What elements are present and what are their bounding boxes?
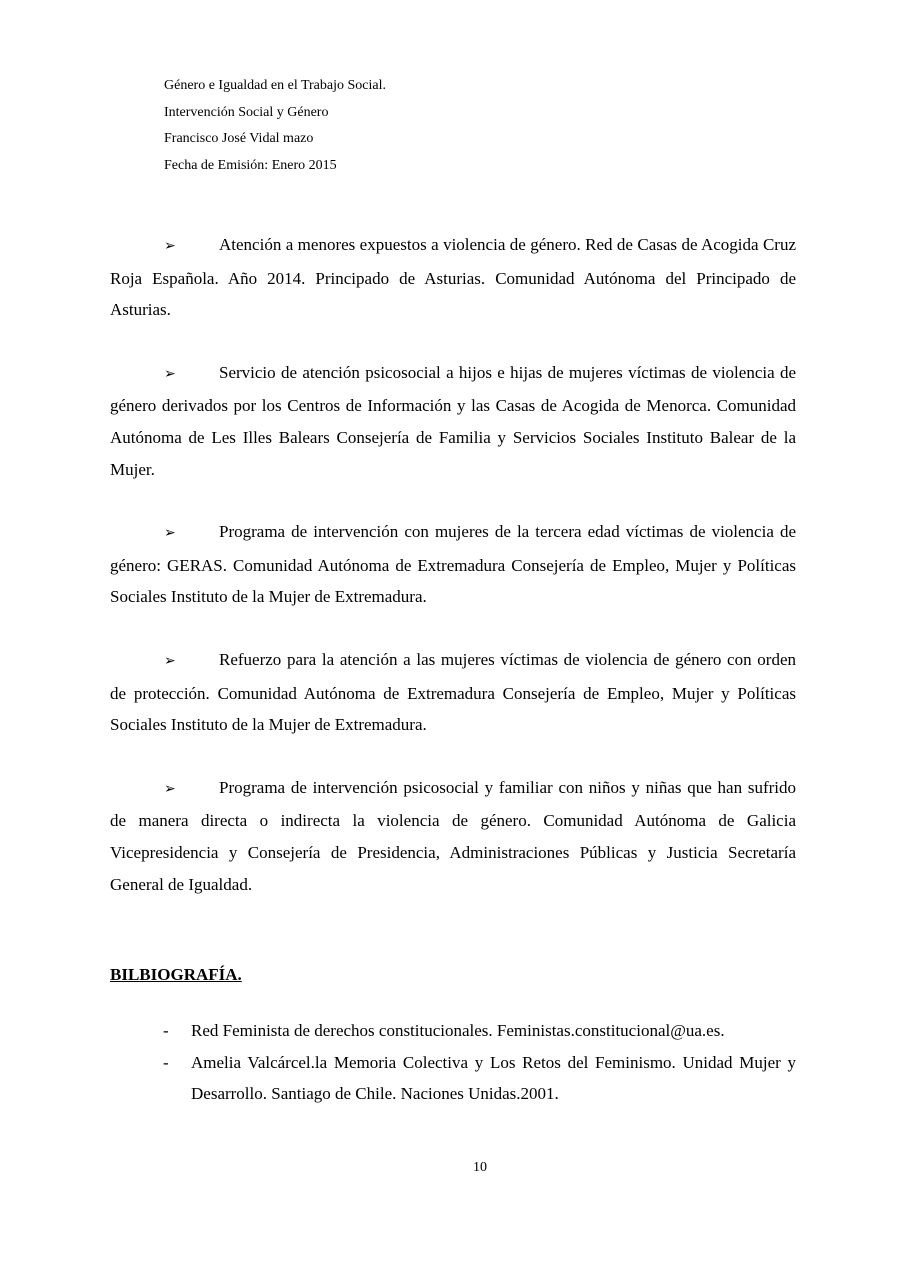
reference-item <box>110 1047 796 1110</box>
arrowhead-bullet-icon: ➢ <box>164 525 176 542</box>
list-item-text: Atención a menores expuestos a violencia de género. Red de Casas de Acogida Cruz Roja Española. Año 2014. Principado de Asturias. Comunidad Autónoma del Principado de Asturias. <box>110 235 796 320</box>
reference-text: Amelia Valcárcel.la Memoria Colectiva y Los Retos del Feminismo. Unidad Mujer y Desarrollo. Santiago de Chile. Naciones Unidas.2001. <box>191 1052 796 1104</box>
arrowhead-bullet-icon: ➢ <box>164 238 176 254</box>
arrowhead-bullet-icon: ➢ <box>164 365 176 382</box>
header-date: Fecha de Emisión: Enero 2015 <box>164 157 337 173</box>
header-course-title: Género e Igualdad en el Trabajo Social. <box>164 78 386 93</box>
arrowhead-bullet-icon: ➢ <box>164 652 176 669</box>
header-author: Francisco José Vidal mazo <box>164 131 314 146</box>
dash-bullet: - <box>163 1021 169 1040</box>
list-item <box>110 229 796 326</box>
bibliography-heading: BILBIOGRAFÍA. <box>110 965 242 984</box>
page-number: 10 <box>473 1160 487 1175</box>
list-item <box>110 772 796 900</box>
list-item-text: Programa de intervención psicosocial y familiar con niños y niñas que han sufrido de manera directa o indirecta la violencia de género. Comunidad Autónoma de Galicia Vicepresidencia y Consejería de Presidencia, Administraciones Públicas y Justicia Secretaría General de Igualdad. <box>110 777 796 894</box>
arrowhead-bullet-icon: ➢ <box>164 780 176 797</box>
list-item <box>110 516 796 613</box>
reference-list <box>110 1015 796 1110</box>
list-item <box>110 357 796 485</box>
list-item-text: Programa de intervención con mujeres de la tercera edad víctimas de violencia de género: GERAS. Comunidad Autónoma de Extremadura Consejería de Empleo, Mujer y Políticas Sociales Instituto de la Mujer de Extremadura. <box>110 522 796 607</box>
reference-item <box>110 1015 796 1047</box>
list-item-text: Servicio de atención psicosocial a hijos e hijas de mujeres víctimas de violencia de género derivados por los Centros de Información y las Casas de Acogida de Menorca. Comunidad Autónoma de Les Illes Balears Consejería de Familia y Servicios Sociales Instituto Balear de la Mujer. <box>110 362 796 479</box>
list-item <box>110 644 796 741</box>
reference-text: Red Feminista de derechos constitucionales. Feministas.constitucional@ua.es. <box>191 1021 725 1040</box>
header-subject: Intervención Social y Género <box>164 104 329 120</box>
running-header <box>164 73 386 179</box>
dash-bullet: - <box>163 1052 169 1072</box>
program-list <box>110 229 796 931</box>
list-item-text: Refuerzo para la atención a las mujeres víctimas de violencia de género con orden de protección. Comunidad Autónoma de Extremadura Consejería de Empleo, Mujer y Políticas Sociales Instituto de la Mujer de Extremadura. <box>110 649 796 735</box>
